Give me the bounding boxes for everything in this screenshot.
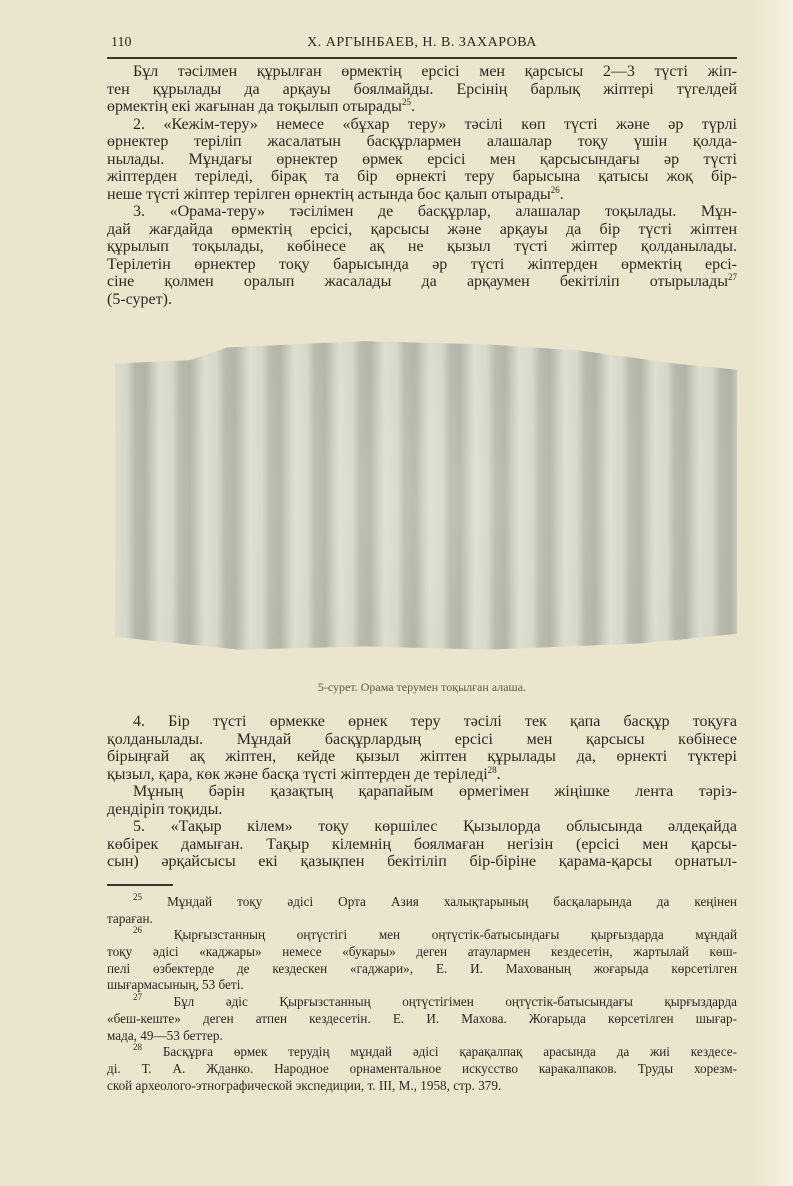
paragraph-line bbox=[107, 186, 737, 204]
line-text: 2. «Кежім-теру» немесе «бұхар теру» тәсілі көп түсті және әр түрлі bbox=[133, 115, 737, 133]
line-text: тоқу әдісі «каджары» немесе «букары» деген атаулармен кездесетін, жартылай көш- bbox=[107, 944, 737, 960]
line-text: «беш-кеште» деген атпен кездесетін. Е. И. Махова. Жоғарыда көрсетілген шығар- bbox=[107, 1010, 737, 1026]
body-text-bottom bbox=[107, 713, 737, 871]
line-text: жіптерден теріледі, бірақ та бір өрнекті теру барысына қатысы жоқ бір- bbox=[107, 168, 737, 185]
paragraph-line bbox=[107, 748, 737, 766]
line-text: Мұндай тоқу әдісі Орта Азия халықтарының басқаларында да кеңінен bbox=[167, 894, 737, 909]
footnote-line bbox=[107, 1044, 737, 1061]
line-text: ді. Т. А. Жданко. Народное орнаментальное искусство каракалпаков. Труды хорезм- bbox=[107, 1060, 737, 1076]
paragraph-line bbox=[107, 818, 737, 836]
footnote-line bbox=[107, 1028, 737, 1045]
footnote-reference: 27 bbox=[728, 272, 737, 282]
paragraph-line bbox=[107, 221, 737, 239]
footnote-reference: 26 bbox=[550, 184, 560, 195]
paragraph-line bbox=[107, 836, 737, 854]
footnote-number: 27 bbox=[133, 992, 142, 1003]
line-text: Бұл әдіс Қырғызстанның оңтүстігімен оңтүстік-батысындағы қырғыздарда bbox=[173, 994, 737, 1010]
line-text: өрмектің екі жағынан да тоқылып отырады bbox=[107, 98, 402, 115]
paragraph-line bbox=[107, 116, 737, 134]
line-text: ской археолого-этнографической экспедиции, т. III, М., 1958, стр. 379. bbox=[107, 1077, 502, 1093]
line-text: Терілетін өрнектер тоқу барысында әр түсті жіптерден өрмектің ерсі- bbox=[107, 255, 737, 273]
paragraph-line bbox=[107, 273, 737, 291]
line-text: пелі өзбектерде де кездескен «гаджари», Е. И. Махованың жоғарыда көрсетілген bbox=[107, 960, 737, 976]
footnote-reference: 25 bbox=[401, 97, 411, 107]
line-text: сіне қолмен оралып жасалады да арқаумен бекітіліп отырылады bbox=[107, 273, 728, 290]
line-text: 4. Бір түсті өрмекке өрнек теру тәсілі тек қапа басқұр тоқуға bbox=[133, 713, 737, 730]
running-title: Х. АРГЫНБАЕВ, Н. В. ЗАХАРОВА bbox=[307, 35, 537, 50]
line-text: қызыл, қара, көк және басқа түсті жіптерден де теріледі bbox=[107, 765, 488, 783]
paragraph-line bbox=[107, 81, 737, 99]
line-text: Басқұрға өрмек терудің мұндай әдісі қарақалпақ арасында да жиі кездесе- bbox=[162, 1044, 738, 1060]
line-text: 3. «Орама-теру» тәсілімен де басқұрлар, алашалар тоқылады. Мұн- bbox=[133, 203, 737, 220]
punctuation: . bbox=[410, 98, 415, 115]
body-text-top bbox=[107, 63, 737, 308]
footnotes bbox=[107, 894, 737, 1094]
line-text: шығармасының, 53 беті. bbox=[107, 977, 244, 993]
paragraph-line bbox=[107, 151, 737, 169]
line-text: Бұл тәсілмен құрылған өрмектің ерсісі мен қарсысы 2—3 түсті жіп- bbox=[133, 63, 737, 80]
paragraph-line bbox=[107, 291, 737, 309]
footnote-line bbox=[107, 911, 737, 928]
paragraph-line bbox=[107, 853, 737, 871]
footnote-line bbox=[107, 994, 737, 1011]
paragraph-line bbox=[107, 238, 737, 256]
line-text: мада, 49—53 беттер. bbox=[107, 1027, 223, 1043]
line-text: тен құрылады да арқауы боялмайды. Ерсінің барлық жіптері түгелдей bbox=[107, 80, 737, 98]
line-text: 5. «Тақыр кілем» тоқу көршілес Қызылорда облысында әлдеқайда bbox=[133, 818, 737, 835]
footnote-line bbox=[107, 927, 737, 944]
line-text: көбірек дамыған. Тақыр кілемнің боялмаған негізін (ерсісі мен қарсы- bbox=[107, 835, 737, 853]
paragraph-line bbox=[107, 63, 737, 81]
paragraph-line bbox=[107, 168, 737, 186]
line-text: сын) әрқайсысы екі қазықпен бекітіліп бір-біріне қарама-қарсы орнатыл- bbox=[107, 853, 737, 870]
paragraph-line bbox=[107, 713, 737, 731]
line-text: дай жағдайда өрмектің ерсісі, қарсысы және арқауы да бір түсті жіптен bbox=[107, 220, 737, 238]
footnote-line bbox=[107, 1061, 737, 1078]
footnote-number: 28 bbox=[133, 1042, 142, 1053]
paragraph-line bbox=[107, 766, 737, 784]
footnote-rule bbox=[107, 884, 173, 886]
paragraph-line bbox=[107, 133, 737, 151]
footnote-line bbox=[107, 1011, 737, 1028]
footnote-line bbox=[107, 961, 737, 978]
line-text: өрнектер теріліп жасалатын басқұрлармен алашалар тоқу үшін қолда- bbox=[107, 133, 737, 150]
footnote-reference: 28 bbox=[487, 764, 497, 775]
paragraph-line bbox=[107, 783, 737, 801]
paragraph-line bbox=[107, 203, 737, 221]
header-rule bbox=[107, 57, 737, 59]
paragraph-line bbox=[107, 256, 737, 274]
line-text: бірыңғай ақ жіптен, кейде қызыл жіптен құрылады да, өрнекті түктері bbox=[107, 748, 737, 765]
page-edge-shade bbox=[753, 0, 793, 1186]
line-text: тараған. bbox=[107, 910, 153, 926]
figure-caption: 5-сурет. Орама терумен тоқылған алаша. bbox=[317, 680, 527, 694]
line-text: қолданылады. Мұндай басқұрлардың ерсісі мен қарсысы көбінесе bbox=[107, 730, 737, 748]
line-text: Қырғызстанның оңтүстігі мен оңтүстік-батысындағы қырғыздарда мұндай bbox=[173, 927, 737, 943]
figure-alasha-photo bbox=[115, 338, 737, 656]
footnote-number: 26 bbox=[133, 925, 142, 936]
footnote-line bbox=[107, 977, 737, 994]
paragraph-line bbox=[107, 98, 737, 116]
punctuation: . bbox=[496, 765, 501, 783]
line-text: неше түсті жіптер терілген өрнектің астында бос қалып отырады bbox=[107, 185, 551, 203]
line-text: құрылып тоқылады, көбінесе ақ не қызыл түсті жіптер қолданылады. bbox=[107, 238, 737, 255]
punctuation: . bbox=[559, 185, 564, 203]
line-text: дендіріп тоқиды. bbox=[107, 800, 223, 818]
paragraph-line bbox=[107, 731, 737, 749]
line-text: Мұның бәрін қазақтың қарапайым өрмегімен жіңішке лента тәріз- bbox=[133, 783, 737, 800]
footnote-line bbox=[107, 1078, 737, 1095]
line-text: (5-сурет). bbox=[107, 290, 172, 308]
page-number: 110 bbox=[111, 35, 132, 50]
running-header bbox=[107, 33, 737, 55]
paragraph-line bbox=[107, 801, 737, 819]
footnote-number: 25 bbox=[133, 892, 142, 902]
line-text: нылады. Мұндағы өрнектер өрмек ерсісі мен қарсысындағы әр түсті bbox=[107, 150, 737, 168]
footnote-line bbox=[107, 944, 737, 961]
footnote-line bbox=[107, 894, 737, 911]
